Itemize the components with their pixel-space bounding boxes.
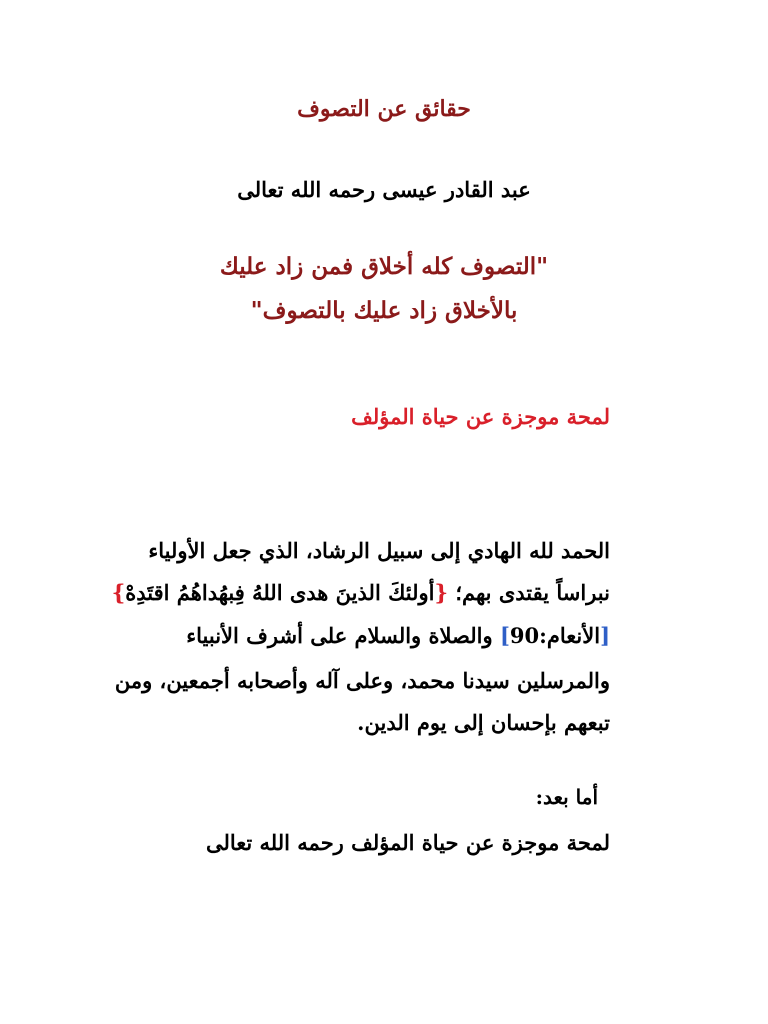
quran-verse: أولئكَ الذينَ هدى اللهُ فِبهُداهُمُ اقتَدِهْ <box>125 580 435 605</box>
verse-open-brace: { <box>434 580 449 605</box>
body-line-3-text: والصلاة والسلام على أشرف الأنبياء <box>186 623 500 648</box>
after-phrase: أما بعد: <box>535 785 598 809</box>
body-line-4: والمرسلين سيدنا محمد، وعلى آله وأصحابه أجمعين، ومن <box>114 668 610 693</box>
verse-close-brace: } <box>111 580 126 605</box>
author-line: عبد القادر عيسى رحمه الله تعالى <box>237 177 531 202</box>
body-line-2 <box>112 580 610 605</box>
reference-close-bracket: ] <box>499 623 510 648</box>
quote-line-1: "التصوف كله أخلاق فمن زاد عليك <box>219 253 549 280</box>
body-line-5: تبعهم بإحسان إلى يوم الدين. <box>357 710 610 735</box>
reference-sura: الأنعام: <box>539 623 601 648</box>
body-line-3 <box>186 623 610 648</box>
body-line-1: الحمد لله الهادي إلى سبيل الرشاد، الذي جعل الأولياء <box>148 538 610 563</box>
body-line-2-text: نبراساً يقتدى بهم؛ <box>448 580 610 605</box>
quote-line-2: بالأخلاق زاد عليك بالتصوف" <box>250 297 518 324</box>
document-title: حقائق عن التصوف <box>297 96 471 122</box>
closing-heading: لمحة موجزة عن حياة المؤلف رحمه الله تعالى <box>205 830 610 855</box>
reference-ayah: 90 <box>509 623 540 648</box>
reference-open-bracket: [ <box>600 623 610 648</box>
section-heading: لمحة موجزة عن حياة المؤلف <box>351 404 610 429</box>
